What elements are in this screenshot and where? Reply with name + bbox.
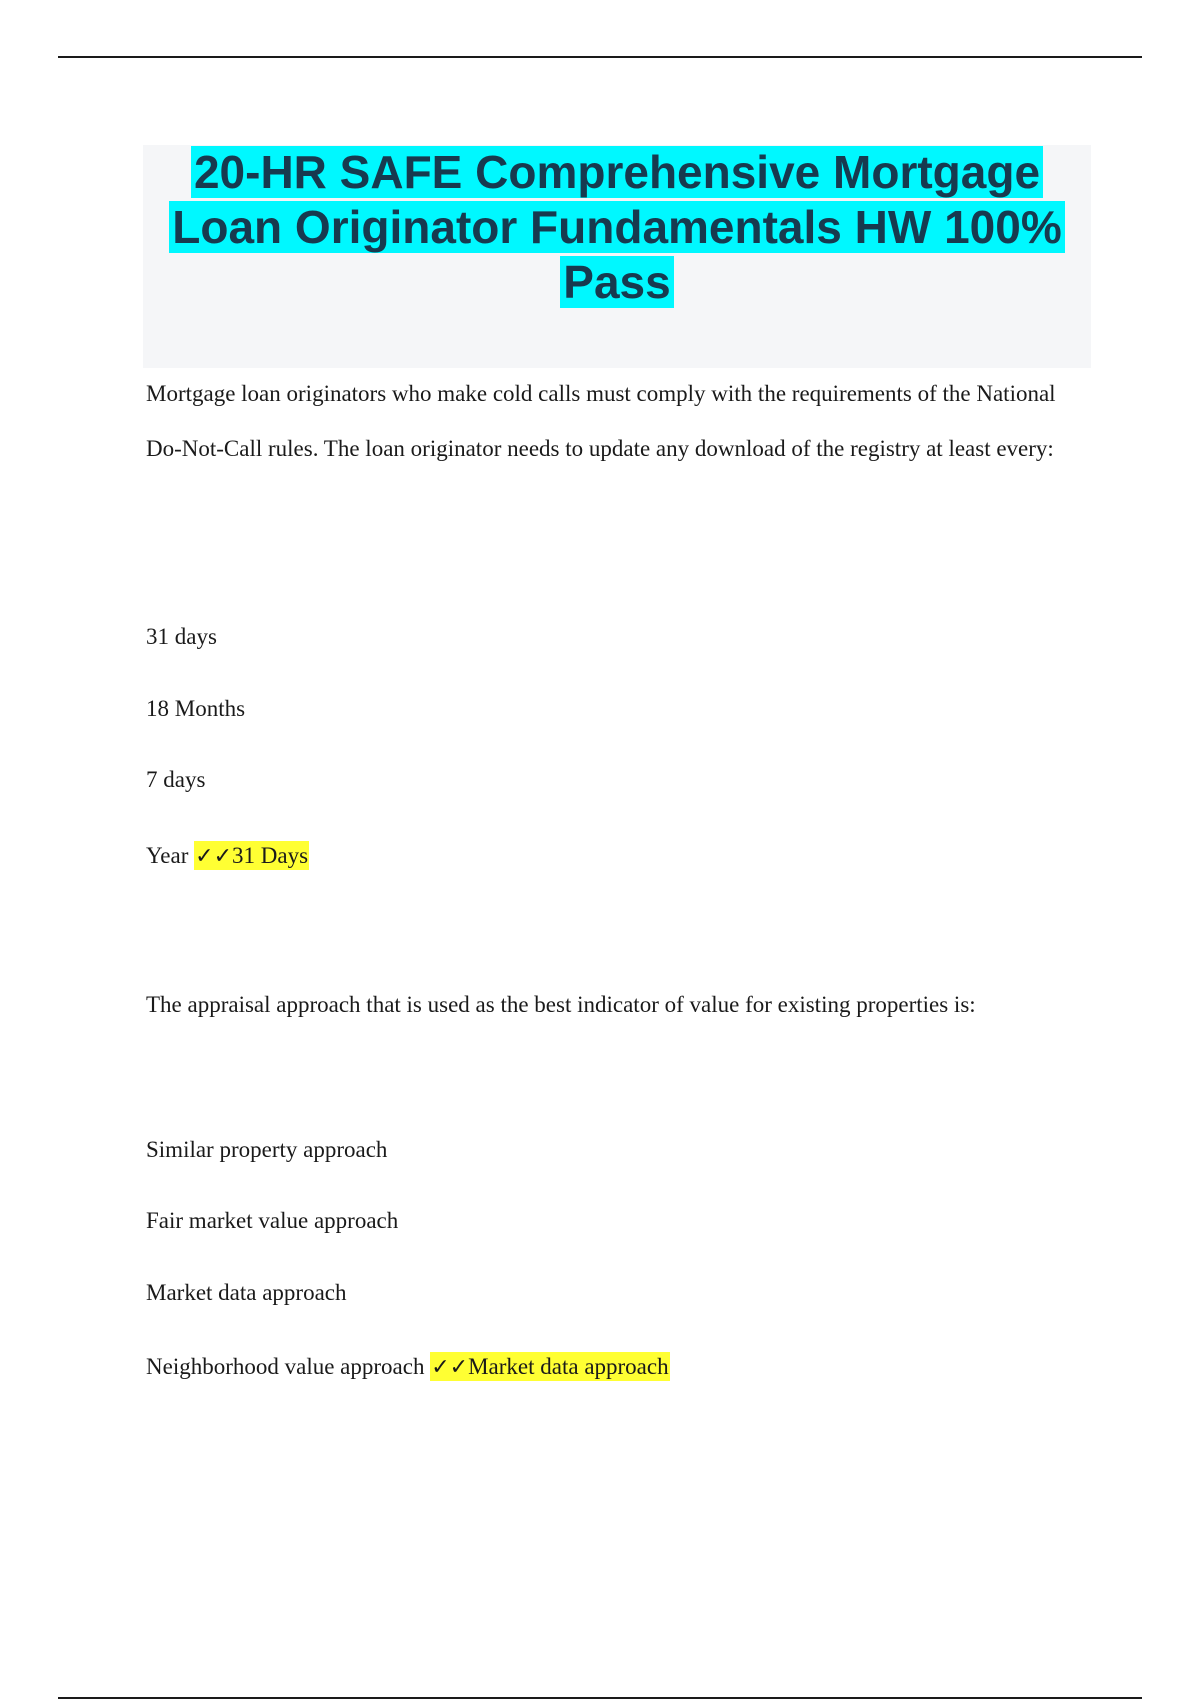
question-2-option-4-label: Neighborhood value approach (146, 1354, 425, 1379)
top-rule (58, 56, 1142, 58)
check-icon: ✓✓ (195, 844, 233, 869)
question-1-option-1: 31 days (146, 624, 217, 649)
question-2-answer (430, 1352, 669, 1381)
title-line-2: Loan Originator Fundamentals HW 100% (169, 201, 1064, 253)
question-2-answer-text: Market data approach (468, 1354, 669, 1379)
question-1-option-4-label: Year (146, 843, 189, 868)
question-2-option-4 (146, 1352, 670, 1383)
question-1-option-2: 18 Months (146, 696, 246, 721)
bottom-rule (58, 1697, 1142, 1699)
question-1-prompt: Mortgage loan originators who make cold calls must comply with the requirements of the National Do-Not-Call rules. The loan originator needs to update any download of the registry at least every: (146, 381, 1056, 461)
question-2-option-3: Market data approach (146, 1280, 347, 1305)
question-1-option-4 (146, 841, 309, 872)
question-2-prompt: The appraisal approach that is used as the best indicator of value for existing properties is: (146, 992, 976, 1017)
question-1-option-3: 7 days (146, 767, 206, 792)
question-1-answer-text: 31 Days (232, 843, 309, 868)
question-2-option-2: Fair market value approach (146, 1208, 399, 1233)
title-line-3: Pass (560, 256, 673, 308)
title-block (143, 145, 1091, 368)
question-1-answer (194, 841, 309, 870)
question-2-option-1: Similar property approach (146, 1137, 388, 1162)
check-icon: ✓✓ (431, 1355, 469, 1380)
page-title (143, 145, 1091, 310)
title-line-1: 20-HR SAFE Comprehensive Mortgage (191, 146, 1043, 198)
